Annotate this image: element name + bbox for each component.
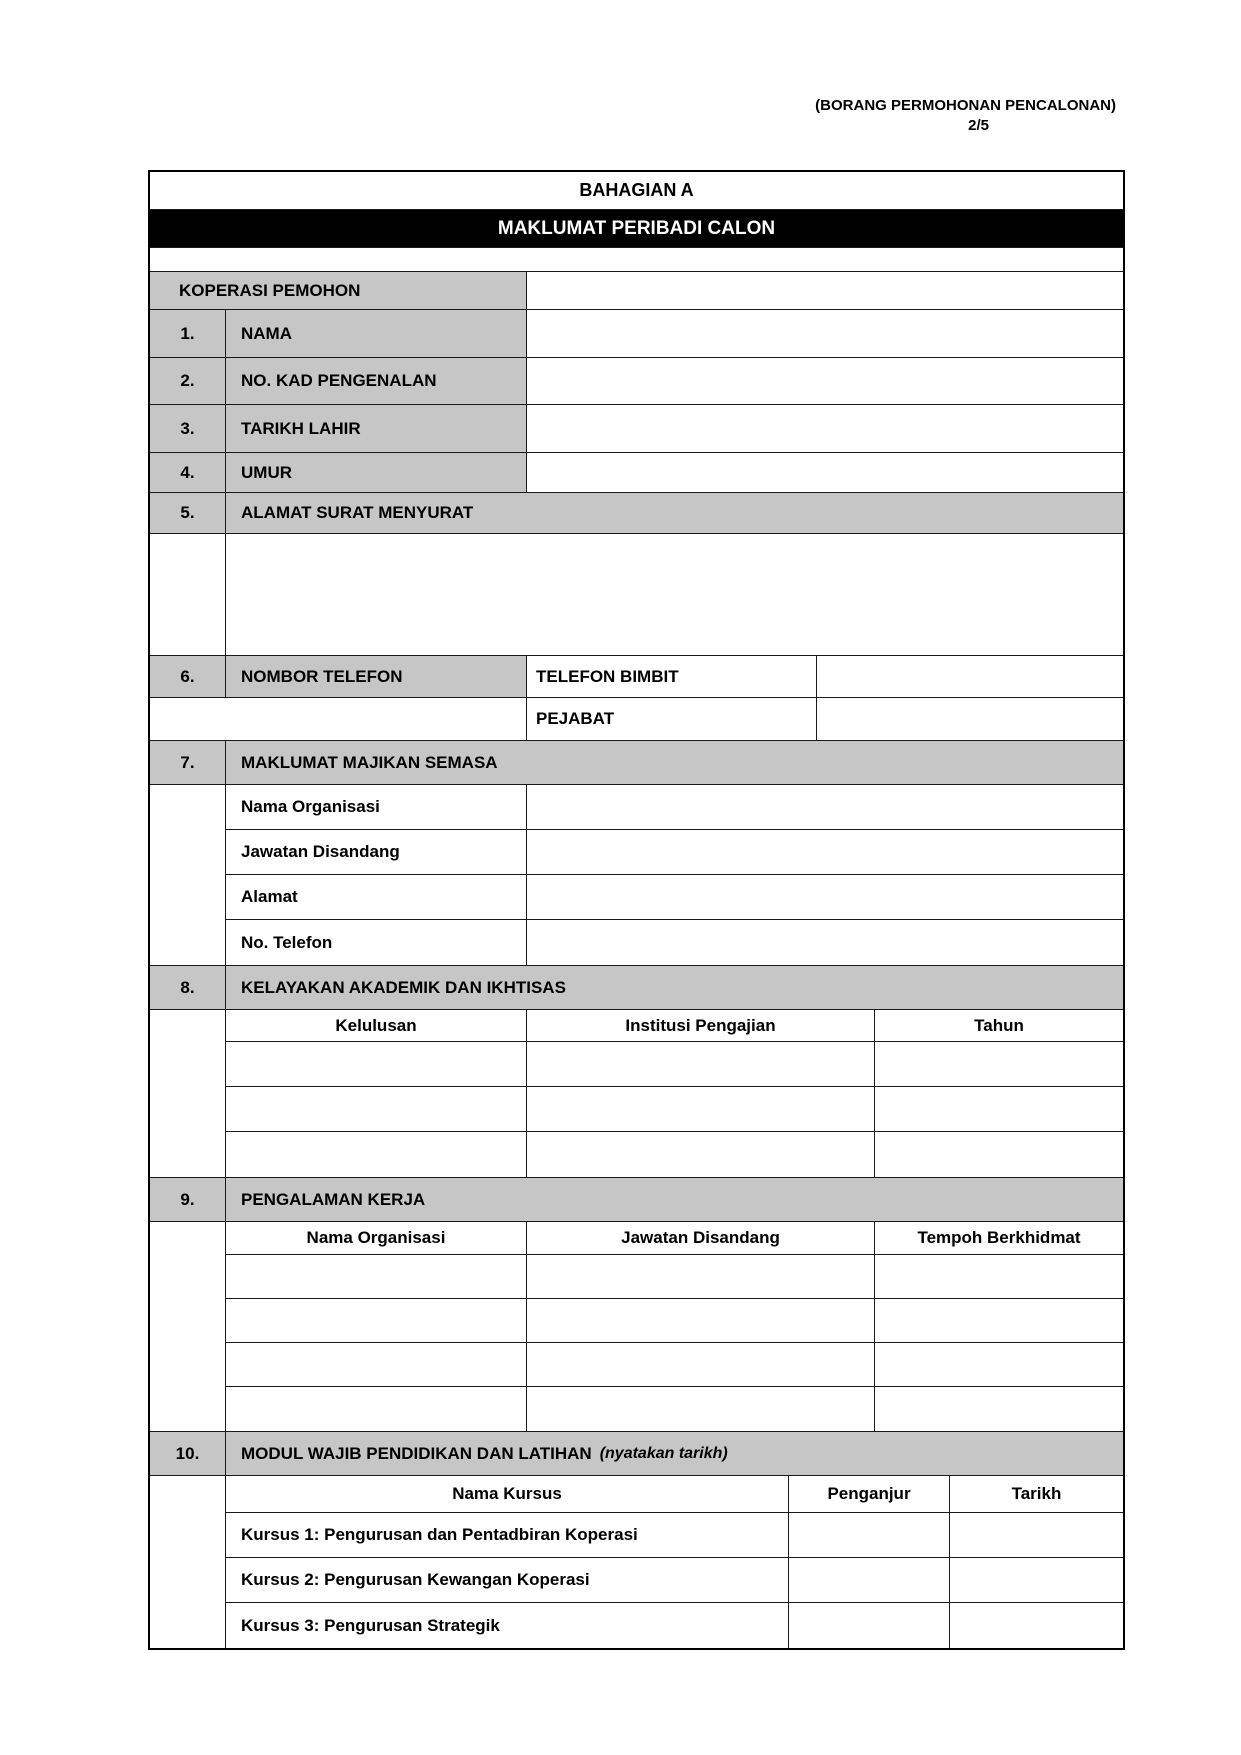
field-no: 5. xyxy=(150,493,226,533)
kelayakan-kelulusan-field[interactable] xyxy=(226,1132,527,1177)
telefon-pejabat-label: PEJABAT xyxy=(527,698,817,740)
page-header xyxy=(0,96,1116,137)
pengalaman-jawatan-field[interactable] xyxy=(527,1255,875,1298)
majikan-alamat-value-field[interactable] xyxy=(527,875,1123,919)
alamat-label: ALAMAT SURAT MENYURAT xyxy=(226,493,1123,533)
majikan-jawatan-label: Jawatan Disandang xyxy=(226,830,527,874)
field-no: 4. xyxy=(150,453,226,492)
majikan-jawatan-value-field[interactable] xyxy=(527,830,1123,874)
majikan-organisasi-label: Nama Organisasi xyxy=(226,785,527,829)
field-row-kad xyxy=(150,358,1123,405)
pengalaman-organisasi-field[interactable] xyxy=(226,1343,527,1386)
pengalaman-body xyxy=(150,1222,1123,1432)
part-a-table xyxy=(148,170,1125,1650)
field-no: 9. xyxy=(150,1178,226,1221)
telefon-row-bimbit xyxy=(150,656,1123,698)
kelayakan-institusi-field[interactable] xyxy=(527,1042,875,1086)
majikan-organisasi-value-field[interactable] xyxy=(527,785,1123,829)
modul-col-penganjur: Penganjur xyxy=(789,1476,950,1512)
kursus-1-penganjur-field[interactable] xyxy=(789,1513,950,1557)
kelayakan-header-row xyxy=(150,966,1123,1010)
kursus-1-label: Kursus 1: Pengurusan dan Pentadbiran Koperasi xyxy=(226,1513,789,1557)
alamat-value-field[interactable] xyxy=(226,534,1123,655)
pengalaman-col-tempoh: Tempoh Berkhidmat xyxy=(917,1228,1081,1247)
modul-row-kursus-1 xyxy=(226,1513,1123,1558)
telefon-bimbit-value-field[interactable] xyxy=(817,656,1123,697)
section-title-row xyxy=(150,172,1123,210)
field-value-umur[interactable] xyxy=(527,453,1123,492)
alamat-header-row xyxy=(150,493,1123,534)
kelayakan-label: KELAYAKAN AKADEMIK DAN IKHTISAS xyxy=(226,966,1123,1009)
pengalaman-tempoh-field[interactable] xyxy=(875,1299,1123,1342)
field-label-nama: NAMA xyxy=(226,310,527,357)
majikan-telefon-label: No. Telefon xyxy=(226,920,527,965)
field-row-tarikh-lahir xyxy=(150,405,1123,453)
kelayakan-column-header-row xyxy=(226,1010,1123,1042)
pengalaman-organisasi-field[interactable] xyxy=(226,1255,527,1298)
pengalaman-col-organisasi: Nama Organisasi xyxy=(226,1222,527,1254)
kelayakan-kelulusan-field[interactable] xyxy=(226,1087,527,1131)
field-no: 1. xyxy=(150,310,226,357)
modul-label: MODUL WAJIB PENDIDIKAN DAN LATIHAN (nyatakan tarikh) xyxy=(226,1432,1123,1475)
kelayakan-col-kelulusan: Kelulusan xyxy=(226,1010,527,1041)
telefon-bimbit-label: TELEFON BIMBIT xyxy=(527,656,817,697)
field-no: 6. xyxy=(150,656,226,697)
kelayakan-col-tahun: Tahun xyxy=(974,1015,1024,1035)
pengalaman-organisasi-field[interactable] xyxy=(226,1387,527,1431)
kursus-3-penganjur-field[interactable] xyxy=(789,1603,950,1648)
modul-column-header-row xyxy=(226,1476,1123,1513)
telefon-pejabat-value-field[interactable] xyxy=(817,698,1123,740)
field-row-umur xyxy=(150,453,1123,493)
pengalaman-empty-row xyxy=(226,1255,1123,1299)
page-number: 2/5 xyxy=(968,117,989,135)
pengalaman-header-row xyxy=(150,1178,1123,1222)
majikan-header-row xyxy=(150,741,1123,785)
majikan-row-jawatan xyxy=(226,830,1123,875)
majikan-row-telefon xyxy=(226,920,1123,965)
telefon-row-pejabat xyxy=(150,698,1123,741)
majikan-row-organisasi xyxy=(226,785,1123,830)
section-subtitle-band xyxy=(150,210,1123,248)
majikan-row-alamat xyxy=(226,875,1123,920)
kelayakan-institusi-field[interactable] xyxy=(527,1132,875,1177)
field-no: 10. xyxy=(150,1432,226,1475)
field-label-umur: UMUR xyxy=(226,453,527,492)
kelayakan-tahun-field[interactable] xyxy=(875,1042,1123,1086)
pengalaman-label: PENGALAMAN KERJA xyxy=(226,1178,1123,1221)
kelayakan-institusi-field[interactable] xyxy=(527,1087,875,1131)
pengalaman-tempoh-field[interactable] xyxy=(875,1255,1123,1298)
pengalaman-jawatan-field[interactable] xyxy=(527,1387,875,1431)
kelayakan-tahun-field[interactable] xyxy=(875,1087,1123,1131)
pengalaman-jawatan-field[interactable] xyxy=(527,1343,875,1386)
field-no: 8. xyxy=(150,966,226,1009)
majikan-telefon-value-field[interactable] xyxy=(527,920,1123,965)
kursus-3-tarikh-field[interactable] xyxy=(950,1603,1123,1648)
koperasi-value-field[interactable] xyxy=(527,272,1123,309)
field-no: 3. xyxy=(150,405,226,452)
kelayakan-empty-row xyxy=(226,1132,1123,1177)
pengalaman-column-header-row xyxy=(226,1222,1123,1255)
pengalaman-empty-row xyxy=(226,1387,1123,1431)
kelayakan-col-institusi: Institusi Pengajian xyxy=(527,1010,875,1041)
kursus-2-label: Kursus 2: Pengurusan Kewangan Koperasi xyxy=(226,1558,789,1602)
pengalaman-jawatan-field[interactable] xyxy=(527,1299,875,1342)
field-no: 7. xyxy=(150,741,226,784)
field-value-nama[interactable] xyxy=(527,310,1123,357)
field-row-nama xyxy=(150,310,1123,358)
field-value-kad[interactable] xyxy=(527,358,1123,404)
pengalaman-tempoh-field[interactable] xyxy=(875,1387,1123,1431)
modul-body xyxy=(150,1476,1123,1648)
alamat-value-row xyxy=(150,534,1123,656)
pengalaman-empty-row xyxy=(226,1343,1123,1387)
pengalaman-organisasi-field[interactable] xyxy=(226,1299,527,1342)
kelayakan-empty-row xyxy=(226,1042,1123,1087)
kursus-3-label: Kursus 3: Pengurusan Strategik xyxy=(226,1603,789,1648)
majikan-alamat-label: Alamat xyxy=(226,875,527,919)
koperasi-label: KOPERASI PEMOHON xyxy=(150,272,527,309)
kursus-2-tarikh-field[interactable] xyxy=(950,1558,1123,1602)
telefon-label: NOMBOR TELEFON xyxy=(226,656,527,697)
koperasi-row xyxy=(150,272,1123,310)
pengalaman-tempoh-field[interactable] xyxy=(875,1343,1123,1386)
spacer-row xyxy=(150,248,1123,272)
modul-row-kursus-2 xyxy=(226,1558,1123,1603)
kursus-2-penganjur-field[interactable] xyxy=(789,1558,950,1602)
modul-label-note: (nyatakan tarikh) xyxy=(599,1444,728,1462)
section-subtitle: MAKLUMAT PERIBADI CALON xyxy=(497,217,776,239)
modul-col-tarikh: Tarikh xyxy=(1011,1484,1062,1503)
kelayakan-kelulusan-field[interactable] xyxy=(226,1042,527,1086)
pengalaman-empty-row xyxy=(226,1299,1123,1343)
section-title: BAHAGIAN A xyxy=(579,180,694,200)
kelayakan-body xyxy=(150,1010,1123,1178)
field-value-tarikh-lahir[interactable] xyxy=(527,405,1123,452)
pengalaman-col-jawatan: Jawatan Disandang xyxy=(527,1222,875,1254)
kursus-1-tarikh-field[interactable] xyxy=(950,1513,1123,1557)
document-title: (BORANG PERMOHONAN PENCALONAN) xyxy=(815,97,1116,114)
modul-header-row xyxy=(150,1432,1123,1476)
modul-col-kursus: Nama Kursus xyxy=(226,1476,789,1512)
modul-row-kursus-3 xyxy=(226,1603,1123,1648)
field-label-tarikh-lahir: TARIKH LAHIR xyxy=(226,405,527,452)
majikan-body xyxy=(150,785,1123,966)
kelayakan-empty-row xyxy=(226,1087,1123,1132)
field-no: 2. xyxy=(150,358,226,404)
kelayakan-tahun-field[interactable] xyxy=(875,1132,1123,1177)
field-label-kad: NO. KAD PENGENALAN xyxy=(226,358,527,404)
majikan-label: MAKLUMAT MAJIKAN SEMASA xyxy=(226,741,1123,784)
